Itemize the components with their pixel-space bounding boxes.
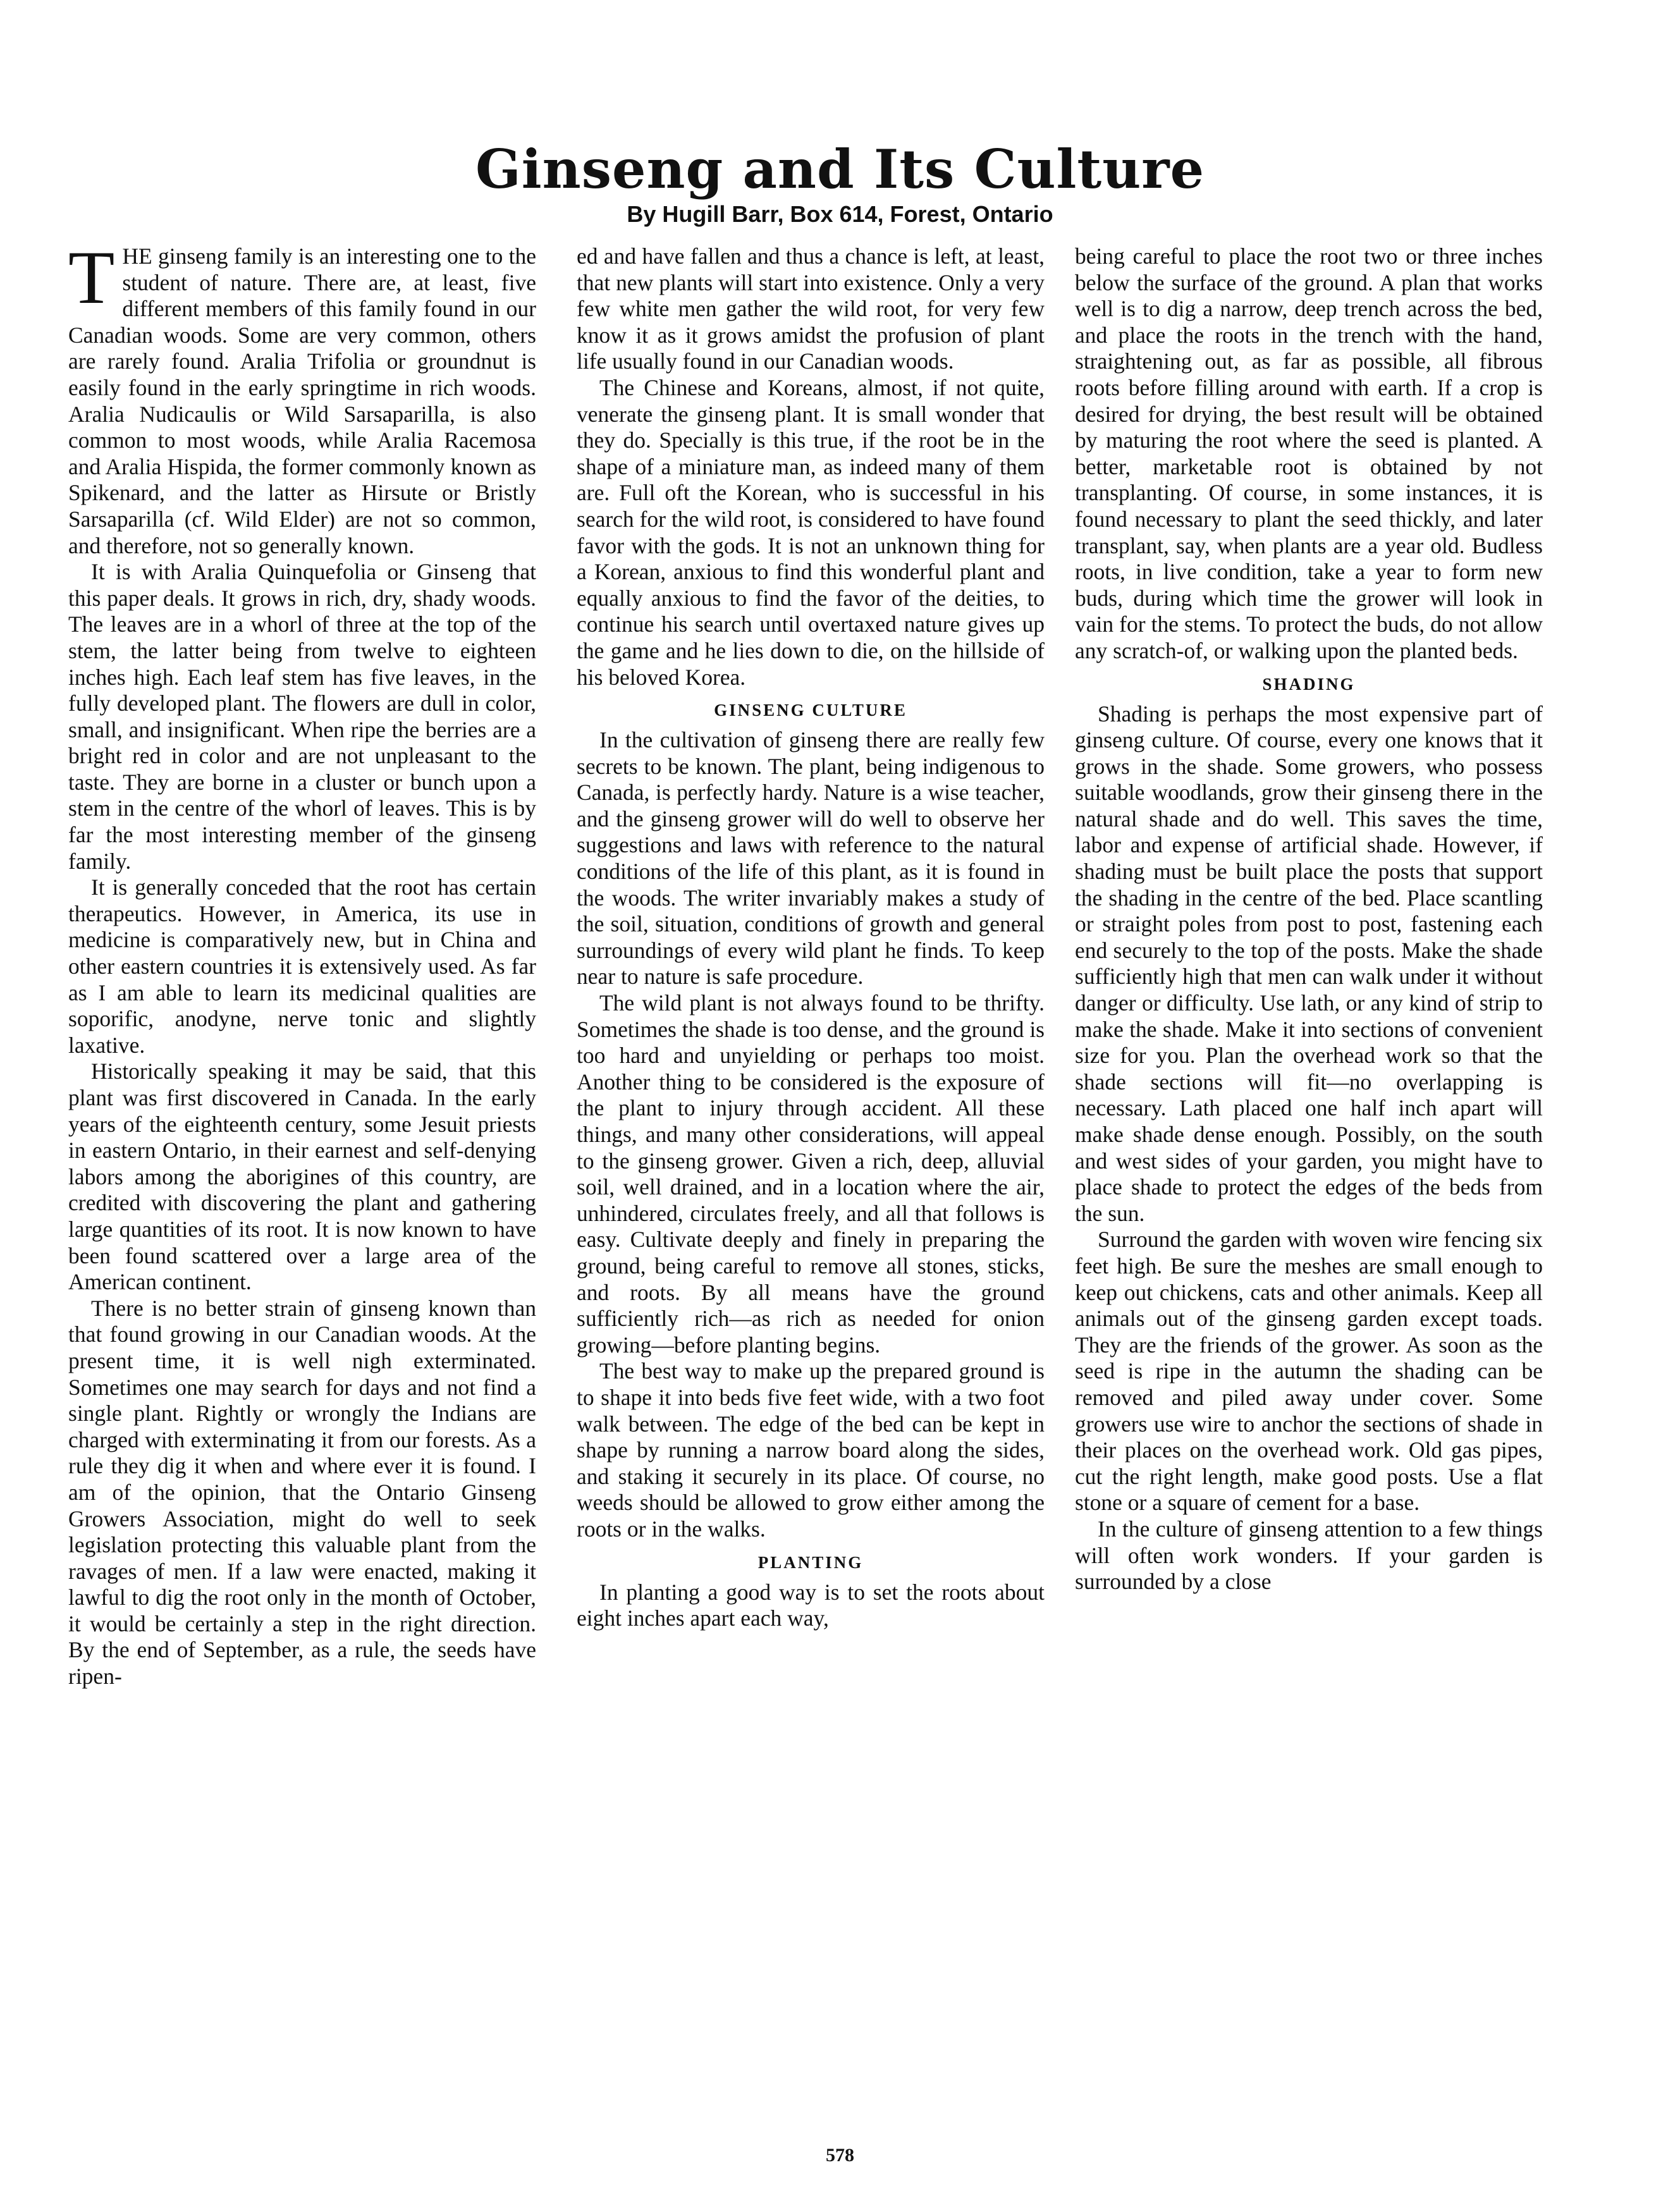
section-heading-ginseng-culture: GINSENG CULTURE (714, 701, 907, 720)
paragraph-text: HE ginseng family is an interesting one to the student of nature. There are, at least, five different members of this family found in our Canadian woods. Some are very common, others are rarely found. Aralia Trifolia or groundnut is easily found in the early springtime in rich woods. Aralia Nudicaulis or Wild Sarsaparilla, is also common to most woods, while Aralia Racemosa and Aralia Hispida, the former commonly known as Spikenard, and the latter as Hirsute or Bristly Sarsaparilla (cf. Wild Elder) are not so common, and therefore, not so generally known. (68, 243, 536, 558)
article-byline: By Hugill Barr, Box 614, Forest, Ontario (627, 201, 1053, 227)
paragraph: Historically speaking it may be said, that this plant was first discovered in Canada. In the early years of the eighteenth century, some Jesuit priests in eastern Ontario, in their earnest and self-denying labors among the aborigines of this country, are credited with discovering the plant and gathering large quantities of its root. It is now known to have been found scattered over a large area of the American continent. (68, 1058, 536, 1295)
paragraph: ed and have fallen and thus a chance is left, at least, that new plants will start into existence. Only a very few white men gather the wild root, for very few know it as it grows amidst the profusion of plant life usually found in our Canadian woods. (577, 243, 1045, 374)
paragraph: The wild plant is not always found to be thrifty. Sometimes the shade is too dense, and the ground is too hard and unyielding or perhaps too moist. Another thing to be considered is the exposure of the plant to injury through accident. All these things, and many other considerations, will appeal to the ginseng grower. Given a rich, deep, alluvial soil, well drained, and in a location where the air, unhindered, circulates freely, and all that follows is easy. Cultivate deeply and finely in preparing the ground, being careful to remove all stones, sticks, and roots. By all means have the ground sufficiently rich—as rich as needed for onion growing—before planting begins. (577, 990, 1045, 1358)
section-heading-shading: SHADING (1262, 674, 1356, 694)
drop-cap: T (68, 235, 115, 319)
paragraph: being careful to place the root two or three inches below the surface of the ground. A plan that works well is to dig a narrow, deep trench across the bed, and place the roots in the trench with the hand, straightening out, as far as possible, all fibrous roots before filling around with earth. If a crop is desired for drying, the best result will be obtained by maturing the root where the seed is planted. A better, marketable root is obtained by not transplanting. Of course, in some instances, it is found necessary to plant the seed thickly, and later transplant, say, when plants are a year old. Budless roots, in live condition, take a year to form new buds, during which time the grower will look in vain for the stems. To protect the buds, do not allow any scratch-of, or walking upon the planted beds. (1075, 243, 1543, 663)
paragraph: It is generally conceded that the root has certain therapeutics. However, in America, its use in medicine is comparatively new, but in China and other eastern countries it is extensively used. As far as I am able to learn its medicinal qualities are soporific, anodyne, nerve tonic and slightly laxative. (68, 874, 536, 1058)
paragraph: Surround the garden with woven wire fencing six feet high. Be sure the meshes are small enough to keep out chickens, cats and other animals. Keep all animals out of the ginseng garden except toads. They are the friends of the grower. As soon as the seed is ripe in the autumn the shading can be removed and piled away under cover. Some growers use wire to anchor the sections of shade in their places on the overhead work. Old gas pipes, cut the right length, make good posts. Use a flat stone or a square of cement for a base. (1075, 1227, 1543, 1516)
column-2 (577, 243, 1045, 1632)
paragraph: It is with Aralia Quinquefolia or Ginseng that this paper deals. It grows in rich, dry, shady woods. The leaves are in a whorl of three at the top of the stem, the latter being from twelve to eighteen inches high. Each leaf stem has five leaves, in the fully developed plant. The flowers are dull in color, small, and insignificant. When ripe the berries are a bright red in color and are not unpleasant to the taste. They are borne in a cluster or bunch upon a stem in the centre of the whorl of leaves. This is by far the most interesting member of the ginseng family. (68, 559, 536, 874)
article-title: Ginseng and Its Culture (475, 138, 1205, 200)
paragraph: The best way to make up the prepared ground is to shape it into beds five feet wide, with a two foot walk between. The edge of the bed can be kept in shape by running a narrow board along the sides, and staking it securely in its place. Of course, no weeds should be allowed to grow either among the roots or in the walks. (577, 1358, 1045, 1542)
paragraph: In planting a good way is to set the roots about eight inches apart each way, (577, 1579, 1045, 1631)
page-number: 578 (826, 2145, 854, 2166)
paragraph: In the culture of ginseng attention to a few things will often work wonders. If your garden is surrounded by a close (1075, 1516, 1543, 1595)
section-heading-planting: PLANTING (757, 1552, 864, 1572)
paragraph: In the cultivation of ginseng there are really few secrets to be known. The plant, being indigenous to Canada, is perfectly hardy. Nature is a wise teacher, and the ginseng grower will do well to observe her suggestions and laws with reference to the natural conditions of the life of this plant, as it is found in the woods. The writer invariably makes a study of the soil, situation, conditions of growth and general surroundings of every wild plant he finds. To keep near to nature is safe procedure. (577, 727, 1045, 990)
column-1 (68, 235, 536, 1690)
column-3 (1075, 243, 1543, 1595)
paragraph: The Chinese and Koreans, almost, if not quite, venerate the ginseng plant. It is small wonder that they do. Specially is this true, if the root be in the shape of a miniature man, as indeed many of them are. Full oft the Korean, who is successful in his search for the wild root, is considered to have found favor with the gods. It is not an unknown thing for a Korean, anxious to find this wonderful plant and equally anxious to find the favor of the deities, to continue his search until overtaxed nature gives up the game and he lies down to die, on the hillside of his beloved Korea. (577, 374, 1045, 690)
paragraph: Shading is perhaps the most expensive part of ginseng culture. Of course, every one knows that it grows in the shade. Some growers, who possess suitable woodlands, grow their ginseng there in the natural shade and do well. This saves the time, labor and expense of artificial shade. However, if shading must be built place the posts that support the shading in the centre of the bed. Place scantling or straight poles from post to post, fastening each end securely to the top of the posts. Make the shade sufficiently high that men can walk under it without danger or difficulty. Use lath, or any kind of strip to make the shade. Make it into sections of convenient size for you. Plan the overhead work so that the shade sections will fit—no overlapping is necessary. Lath placed one half inch apart will make shade dense enough. Possibly, on the south and west sides of your garden, you might have to place shade to protect the edges of the beds from the sun. (1075, 701, 1543, 1226)
paragraph (68, 235, 536, 559)
paragraph: There is no better strain of ginseng known than that found growing in our Canadian woods. At the present time, it is well nigh exterminated. Sometimes one may search for days and not find a single plant. Rightly or wrongly the Indians are charged with exterminating it from our forests. As a rule they dig it when and where ever it is found. I am of the opinion, that the Ontario Ginseng Growers Association, might do well to seek legislation protecting this valuable plant from the ravages of men. If a law were enacted, making it lawful to dig the root only in the month of October, it would be certainly a step in the right direction. By the end of September, as a rule, the seeds have ripen- (68, 1295, 536, 1690)
